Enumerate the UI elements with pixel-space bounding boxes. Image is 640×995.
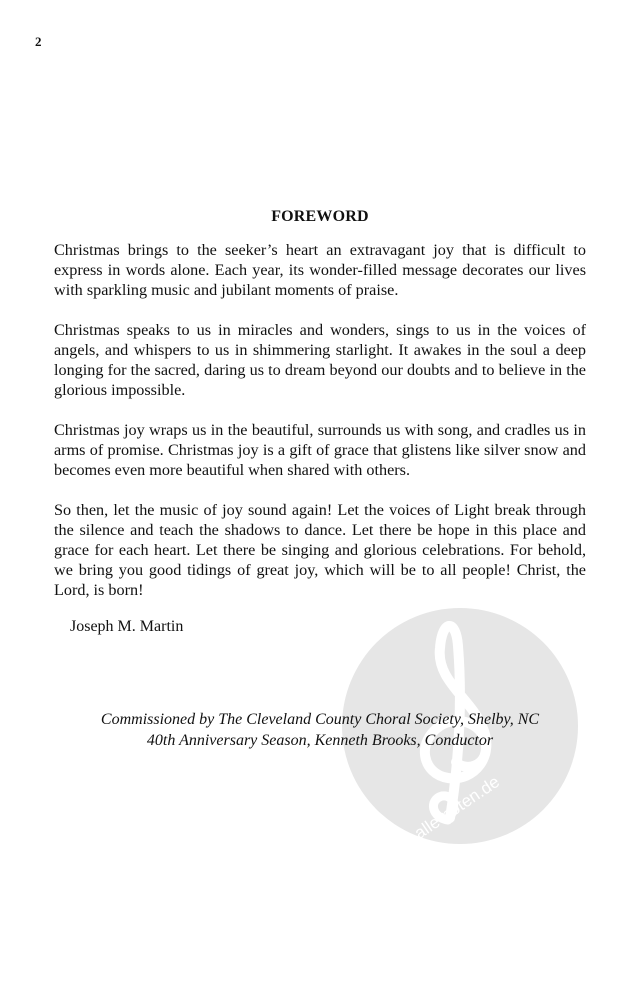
foreword-title: FOREWORD [271, 208, 369, 225]
foreword-paragraph: Christmas joy wraps us in the beautiful, surrounds us with song, and cradles us in arms of promise. Christmas joy is a gift of grace that glistens like silver snow and becomes even more beautiful when shared with others. [54, 421, 586, 479]
commission-line-2: 40th Anniversary Season, Kenneth Brooks, Conductor [146, 732, 494, 749]
foreword-paragraph: So then, let the music of joy sound again! Let the voices of Light break through the silence and teach the shadows to dance. Let there be hope in this place and grace for each heart. Let there be singing and glorious celebrations. For behold, we bring you good tidings of great joy, which will be to all people! Christ, the Lord, is born! [54, 501, 586, 599]
author-signature: Joseph M. Martin [70, 618, 184, 635]
foreword-paragraph: Christmas brings to the seeker’s heart an extravagant joy that is difficult to express in words alone. Each year, its wonder-filled message decorates our lives with sparkling music and jubilant moments of praise. [54, 241, 586, 299]
page-number: 2 [35, 34, 42, 49]
foreword-paragraph: Christmas speaks to us in miracles and wonders, sings to us in the voices of angels, and whispers to us in shimmering starlight. It awakes in the soul a deep longing for the sacred, daring us to dream beyond our doubts and to believe in the glorious impossible. [54, 321, 586, 399]
commission-line-1: Commissioned by The Cleveland County Choral Society, Shelby, NC [100, 711, 540, 728]
foreword-body [54, 240, 586, 620]
commission-note [0, 709, 640, 751]
watermark-text: alle-noten.de [410, 772, 503, 843]
